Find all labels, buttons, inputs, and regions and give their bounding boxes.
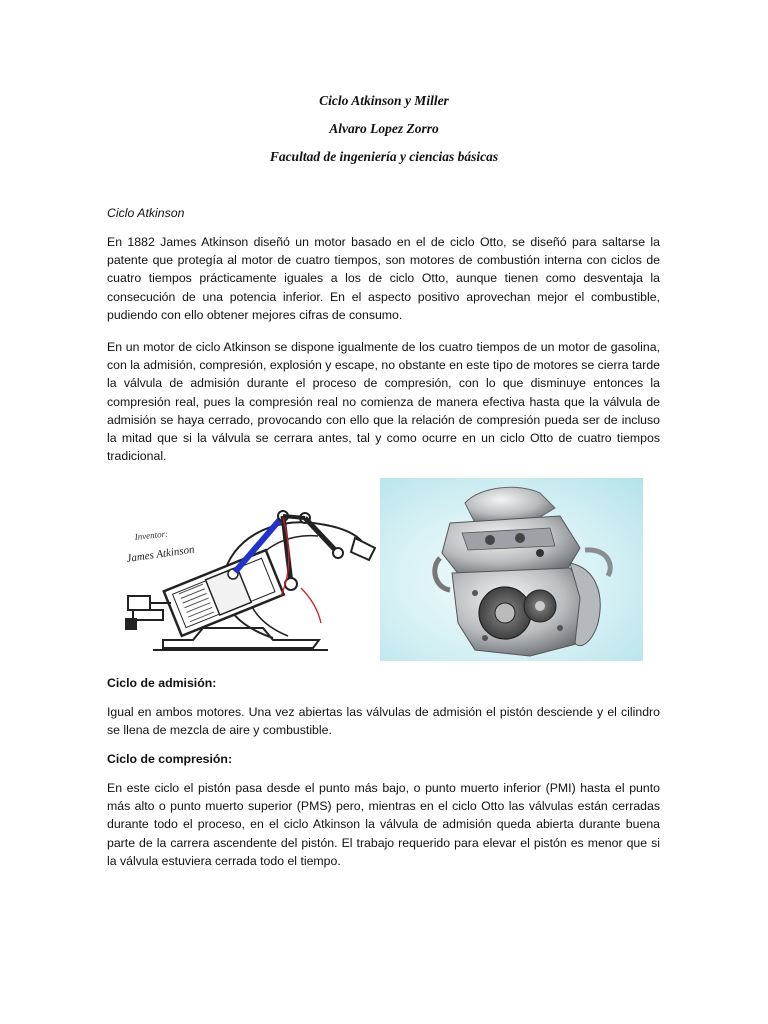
paragraph-compresion: En este ciclo el pistón pasa desde el punto más bajo, o punto muerto inferior (PMI) hasta el punto más alto o punto muerto superior (PMS) pero, mientras en el ciclo Otto las válvulas están cerradas durante todo el proceso, en el ciclo Atkinson la válvula de admisión queda abierta durante buena parte de la carrera ascendente del pistón. El trabajo requerido para elevar el pistón es menor que si la válvula estuviera cerrada todo el tiempo.	[107, 781, 660, 868]
engine-illustration	[380, 478, 643, 661]
document-faculty: Facultad de ingeniería y ciencias básicas	[269, 149, 499, 164]
paragraph-admision: Igual en ambos motores. Una vez abiertas las válvulas de admisión el pistón desciende y el cilindro se llena de mezcla de aire y combustible.	[107, 705, 660, 738]
document-author: Alvaro Lopez Zorro	[329, 121, 439, 136]
paragraph-atkinson-history: En 1882 James Atkinson diseñó un motor basado en el de ciclo Otto, se diseñó para saltarse la patente que protegía al motor de cuatro tiempos, son motores de combustión interna con ciclos de cuatro tiempos prácticamente iguales a los de ciclo Otto, aunque tienen como desventaja la consecución de una potencia inferior. En el aspecto positivo aprovechan mejor el combustible, pudiendo con ello obtener mejores cifras de consumo.	[107, 235, 660, 322]
atkinson-engine-photo	[380, 478, 643, 661]
patent-signature-line2: James Atkinson	[125, 543, 196, 565]
paragraph-atkinson-operation: En un motor de ciclo Atkinson se dispone igualmente de los cuatro tiempos de un motor de gasolina, con la admisión, compresión, explosión y escape, no obstante en este tipo de motores se cierra tarde la válvula de admisión durante el proceso de compresión, con lo que disminuye entonces la compresión real, pues la compresión real no comienza de manera efectiva hasta que la válvula de admisión se haya cerrado, provocando con ello que la relación de compresión pueda ser de incluso la mitad que si la válvula se cerrara antes, tal y como ocurre en un ciclo Otto de cuatro tiempos tradicional.	[107, 340, 660, 464]
atkinson-patent-drawing	[123, 478, 376, 661]
document-title: Ciclo Atkinson y Miller	[319, 93, 449, 108]
motion-arc	[301, 588, 321, 623]
section-heading-admision: Ciclo de admisión:	[107, 676, 217, 690]
section-heading-compresion: Ciclo de compresión:	[107, 752, 233, 766]
patent-drawing-illustration	[123, 478, 376, 661]
patent-signature-line1: Inventor:	[134, 528, 169, 542]
section-heading-atkinson: Ciclo Atkinson	[107, 206, 185, 220]
